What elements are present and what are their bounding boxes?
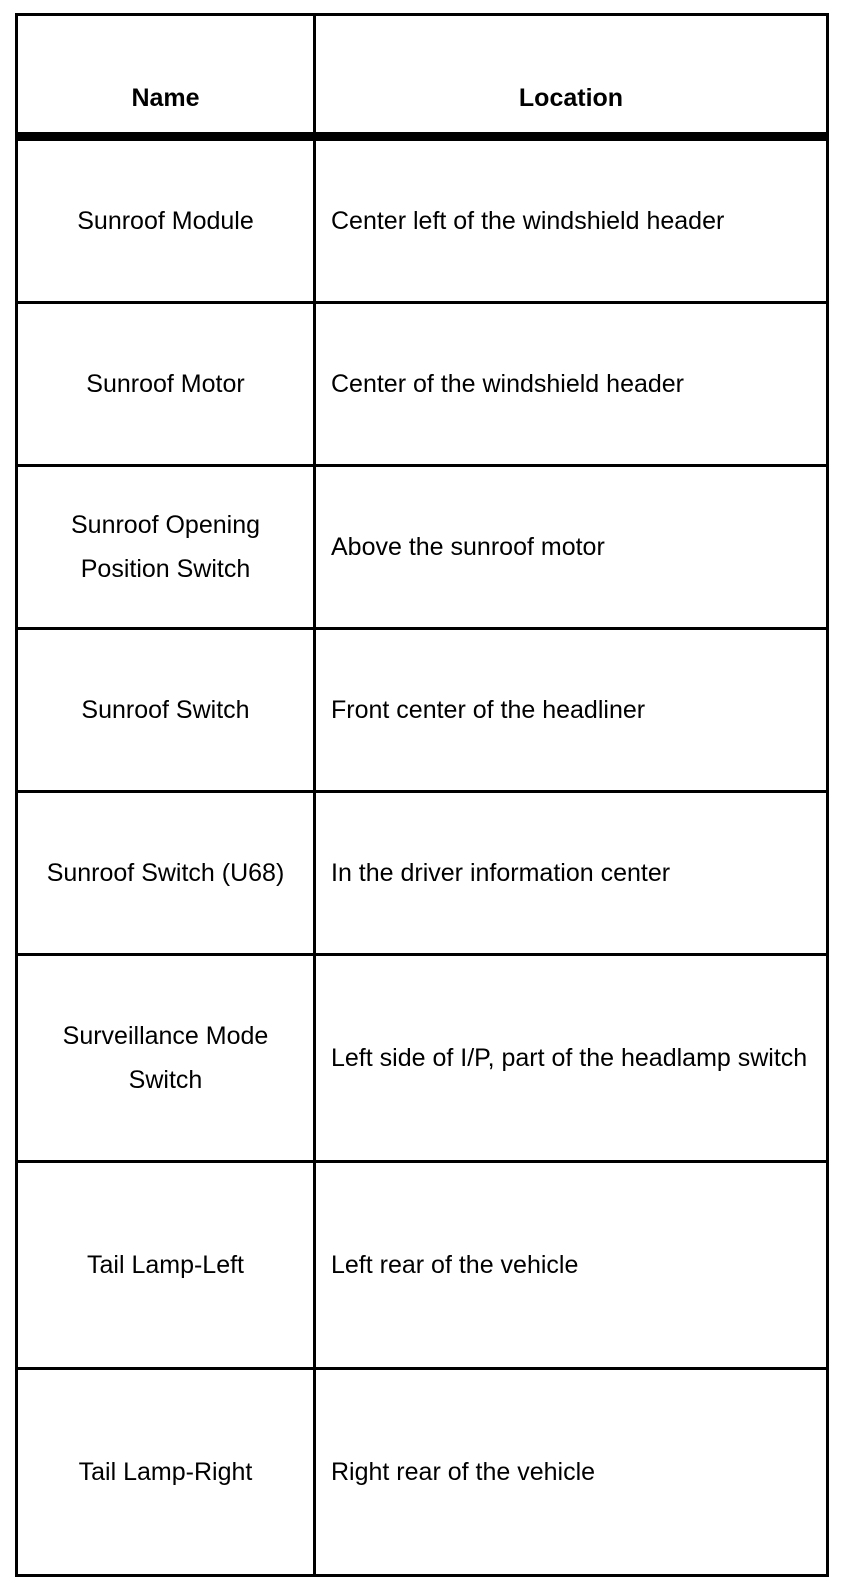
component-name: Tail Lamp-Left (17, 1162, 315, 1369)
component-name: Sunroof Switch (17, 629, 315, 792)
table-body (17, 137, 828, 1576)
table-row (17, 466, 828, 629)
table-row (17, 1369, 828, 1576)
component-name: Surveillance Mode Switch (17, 955, 315, 1162)
table-row (17, 629, 828, 792)
component-location: Center of the windshield header (315, 303, 828, 466)
component-location-table (15, 13, 829, 1577)
table-row (17, 137, 828, 303)
component-name: Sunroof Switch (U68) (17, 792, 315, 955)
component-location: Front center of the headliner (315, 629, 828, 792)
component-name: Sunroof Module (17, 137, 315, 303)
component-name: Sunroof Motor (17, 303, 315, 466)
table-row (17, 303, 828, 466)
component-location: Left side of I/P, part of the headlamp switch (315, 955, 828, 1162)
location-column-header: Location (315, 15, 828, 137)
component-name: Sunroof Opening Position Switch (17, 466, 315, 629)
table-header (17, 15, 828, 137)
component-location: Above the sunroof motor (315, 466, 828, 629)
component-location: In the driver information center (315, 792, 828, 955)
component-location: Right rear of the vehicle (315, 1369, 828, 1576)
component-location: Left rear of the vehicle (315, 1162, 828, 1369)
table-row (17, 955, 828, 1162)
table-row (17, 1162, 828, 1369)
name-column-header: Name (17, 15, 315, 137)
table-row (17, 792, 828, 955)
header-row (17, 15, 828, 137)
component-location: Center left of the windshield header (315, 137, 828, 303)
component-name: Tail Lamp-Right (17, 1369, 315, 1576)
